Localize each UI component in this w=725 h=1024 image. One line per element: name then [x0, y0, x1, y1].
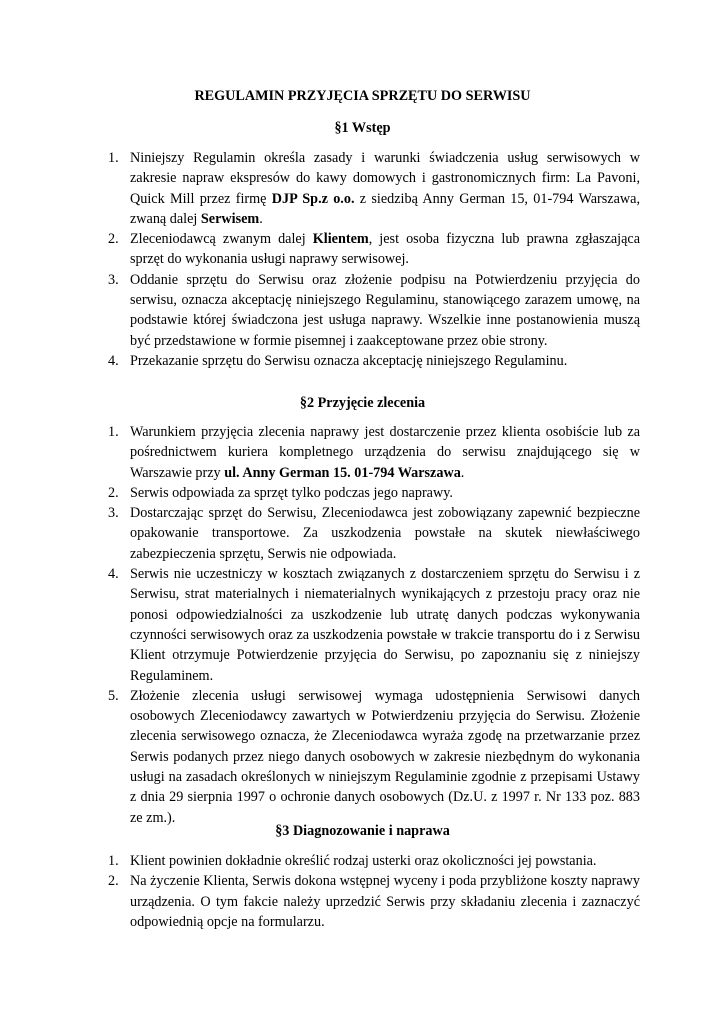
list-item — [104, 483, 640, 503]
list-item — [104, 503, 640, 564]
list-item-number: 3. — [108, 271, 119, 288]
list-item — [104, 564, 640, 686]
text-span: Przekazanie sprzętu do Serwisu oznacza akceptację niniejszego Regulaminu. — [130, 352, 568, 369]
list-item — [104, 351, 640, 371]
text-span: . — [259, 210, 263, 227]
list-item-number: 2. — [108, 873, 119, 890]
text-span: Zleceniodawcą zwanym dalej — [130, 231, 313, 248]
list-item — [104, 270, 640, 351]
text-span: Dostarczając sprzęt do Serwisu, Zleceniodawca jest zobowiązany zapewnić bezpieczne opakowanie transportowe. Za uszkodzenia powstałe na skutek niewłaściwego zabezpieczenia sprzętu, Serwis nie odpowiada. — [130, 505, 640, 562]
text-span: Na życzenie Klienta, Serwis dokona wstępnej wyceny i poda przybliżone koszty naprawy urządzenia. O tym fakcie należy uprzedzić Serwis przy składaniu zlecenia i zaznaczyć odpowiednią opcje na formularzu. — [130, 873, 640, 930]
section-list — [104, 422, 640, 828]
document-title: REGULAMIN PRZYJĘCIA SPRZĘTU DO SERWISU — [194, 88, 531, 104]
text-span: Klient powinien dokładnie określić rodzaj usterki oraz okoliczności jej powstania. — [130, 853, 597, 869]
text-span: Oddanie sprzętu do Serwisu oraz złożenie podpisu na Potwierdzeniu przyjęcia do serwisu, oznacza akceptację niniejszego Regulaminu, stanowiącego zarazem umowę, na podstawie której świadczona jest usługa naprawy. Wszelkie inne postanowienia muszą być przedstawione w formie pisemnej i zaakceptowane przez obie strony. — [130, 271, 640, 349]
bold-text: DJP Sp.z o.o. — [271, 190, 355, 207]
list-item — [104, 422, 640, 483]
text-span: Warunkiem przyjęcia zlecenia naprawy jest dostarczenie przez klienta osobiście lub za pośrednictwem kuriera kompletnego urządzenia do serwisu znajdującego się w Warszawie przy — [130, 424, 640, 481]
section-heading: §1 Wstęp — [334, 120, 391, 136]
text-span: Złożenie zlecenia usługi serwisowej wymaga udostępnienia Serwisowi danych osobowych Zleceniodawcy zawartych w Potwierdzeniu przyjęcia do Serwisu. Złożenie zlecenia serwisowego oznacza, że Zleceniodawca wyraża zgodę na przetwarzanie przez Serwis podanych przez niego danych osobowych w zakresie niezbędnym do wykonania usługi na zasadach określonych w niniejszym Regulaminie zgodnie z przepisami Ustawy z dnia 29 sierpnia 1997 o ochronie danych osobowych (Dz.U. z 1997 r. Nr 133 poz. 883 ze zm.). — [130, 687, 640, 826]
text-span: Niniejszy Regulamin określa zasady i warunki świadczenia usług serwisowych w zakresie napraw ekspresów do kawy domowych i gastronomicznych firm: La Pavoni, Quick Mill przez firmę — [130, 150, 640, 207]
bold-text: Serwisem — [200, 210, 260, 227]
list-item-number: 2. — [108, 231, 119, 248]
section-list — [104, 851, 640, 932]
bold-text: ul. Anny German 15. 01-794 Warszawa — [224, 464, 461, 481]
list-item — [104, 871, 640, 932]
text-span: . — [460, 464, 465, 481]
list-item-number: 5. — [108, 687, 119, 704]
list-item — [104, 851, 640, 871]
list-item — [104, 686, 640, 828]
list-item — [104, 229, 640, 270]
list-item-number: 1. — [108, 150, 119, 166]
list-item-number: 4. — [108, 566, 119, 583]
list-item-number: 1. — [108, 853, 119, 869]
list-item — [104, 148, 640, 229]
section-heading: §2 Przyjęcie zlecenia — [299, 395, 426, 411]
text-span: Serwis odpowiada za sprzęt tylko podczas jego naprawy. — [130, 484, 453, 501]
list-item-number: 3. — [108, 505, 119, 522]
list-item-number: 2. — [108, 484, 119, 501]
text-span: , jest osoba fizyczna lub prawna zgłaszająca sprzęt do wykonania usługi naprawy serwisowej. — [130, 231, 640, 268]
section-list — [104, 148, 640, 371]
text-span: Serwis nie uczestniczy w kosztach związanych z dostarczeniem sprzętu do Serwisu i z Serwisu, strat materialnych i niematerialnych wynikających z przestoju pracy oraz nie ponosi odpowiedzialności za uszkodzenie lub utratę danych podczas wykonywania czynności serwisowych oraz za uszkodzenia powstałe w trakcie transportu do i z Serwisu Klient otrzymuje Potwierdzenie przyjęcia do Serwisu, po zapoznaniu się z niniejszy Regulaminem. — [130, 566, 640, 684]
section-heading: §3 Diagnozowanie i naprawa — [275, 823, 450, 839]
list-item-number: 1. — [108, 424, 119, 440]
bold-text: Klientem — [312, 231, 369, 248]
list-item-number: 4. — [108, 352, 119, 369]
text-span: z siedzibą Anny German 15, 01-794 Warszawa, zwaną dalej — [130, 190, 640, 227]
